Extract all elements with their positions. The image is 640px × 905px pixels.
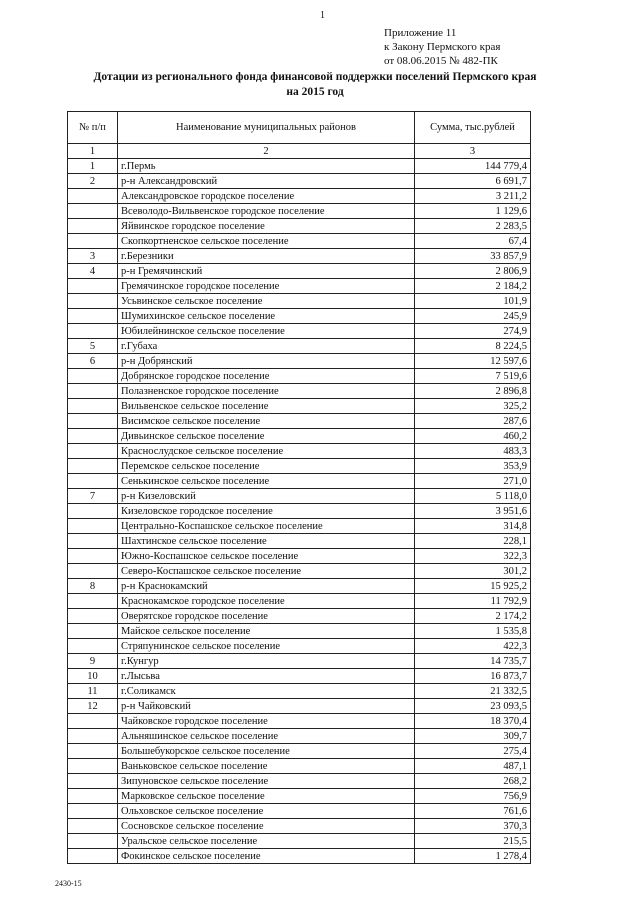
row-name: Северо-Коспашское сельское поселение (118, 564, 415, 579)
table-row (68, 684, 531, 699)
column-index-row (68, 144, 531, 159)
row-sum: 1 278,4 (415, 849, 531, 864)
row-number (68, 219, 118, 234)
appendix-line-3: от 08.06.2015 № 482-ПК (384, 55, 498, 67)
table-row (68, 564, 531, 579)
row-sum: 756,9 (415, 789, 531, 804)
row-number (68, 549, 118, 564)
table-row (68, 159, 531, 174)
row-name: Краснокамское городское поселение (118, 594, 415, 609)
row-name: Скопкортненское сельское поселение (118, 234, 415, 249)
row-sum: 322,3 (415, 549, 531, 564)
row-name: г.Пермь (118, 159, 415, 174)
table-row (68, 234, 531, 249)
table-row (68, 609, 531, 624)
appendix-header (384, 26, 500, 68)
appendix-line-1: Приложение 11 (384, 27, 457, 39)
row-name: р-н Добрянский (118, 354, 415, 369)
column-index-1: 1 (68, 144, 118, 159)
row-number (68, 594, 118, 609)
row-number: 12 (68, 699, 118, 714)
row-sum: 228,1 (415, 534, 531, 549)
row-name: Полазненское городское поселение (118, 384, 415, 399)
row-sum: 8 224,5 (415, 339, 531, 354)
row-sum: 1 535,8 (415, 624, 531, 639)
page-number: 1 (320, 10, 325, 21)
table-row (68, 429, 531, 444)
row-name: Яйвинское городское поселение (118, 219, 415, 234)
row-number (68, 744, 118, 759)
row-name: г.Губаха (118, 339, 415, 354)
table-row (68, 189, 531, 204)
row-name: Центрально-Коспашское сельское поселение (118, 519, 415, 534)
row-number (68, 324, 118, 339)
row-name: Южно-Коспашское сельское поселение (118, 549, 415, 564)
row-name: Дивьинское сельское поселение (118, 429, 415, 444)
table-row (68, 249, 531, 264)
row-number (68, 789, 118, 804)
table-row (68, 729, 531, 744)
row-number: 10 (68, 669, 118, 684)
row-sum: 245,9 (415, 309, 531, 324)
row-name: Гремячинское городское поселение (118, 279, 415, 294)
row-sum: 15 925,2 (415, 579, 531, 594)
row-number (68, 639, 118, 654)
row-number: 8 (68, 579, 118, 594)
row-name: Юбилейнинское сельское поселение (118, 324, 415, 339)
row-sum: 7 519,6 (415, 369, 531, 384)
row-sum: 487,1 (415, 759, 531, 774)
row-name: р-н Гремячинский (118, 264, 415, 279)
row-number (68, 399, 118, 414)
appendix-line-2: к Закону Пермского края (384, 41, 501, 53)
row-sum: 2 806,9 (415, 264, 531, 279)
table-row (68, 459, 531, 474)
row-number (68, 444, 118, 459)
table-row (68, 474, 531, 489)
table-row (68, 639, 531, 654)
table-row (68, 219, 531, 234)
column-index-3: 3 (415, 144, 531, 159)
row-name: р-н Краснокамский (118, 579, 415, 594)
table-row (68, 489, 531, 504)
row-sum: 460,2 (415, 429, 531, 444)
row-number (68, 729, 118, 744)
row-sum: 16 873,7 (415, 669, 531, 684)
row-number: 5 (68, 339, 118, 354)
row-number (68, 534, 118, 549)
table-row (68, 669, 531, 684)
table-row (68, 549, 531, 564)
row-name: Оверятское городское поселение (118, 609, 415, 624)
row-number (68, 504, 118, 519)
row-number (68, 294, 118, 309)
row-name: Перемское сельское поселение (118, 459, 415, 474)
row-number (68, 474, 118, 489)
row-number (68, 759, 118, 774)
row-name: Стряпунинское сельское поселение (118, 639, 415, 654)
row-name: г.Соликамск (118, 684, 415, 699)
row-sum: 23 093,5 (415, 699, 531, 714)
row-sum: 287,6 (415, 414, 531, 429)
column-index-2: 2 (118, 144, 415, 159)
row-number (68, 204, 118, 219)
row-sum: 370,3 (415, 819, 531, 834)
row-name: Шахтинское сельское поселение (118, 534, 415, 549)
row-name: Александровское городское поселение (118, 189, 415, 204)
row-name: Вильвенское сельское поселение (118, 399, 415, 414)
table-row (68, 654, 531, 669)
row-name: Марковское сельское поселение (118, 789, 415, 804)
row-name: Чайковское городское поселение (118, 714, 415, 729)
row-name: Фокинское сельское поселение (118, 849, 415, 864)
header-sum: Сумма, тыс.рублей (415, 112, 531, 144)
table-row (68, 744, 531, 759)
row-name: Уральское сельское поселение (118, 834, 415, 849)
row-sum: 33 857,9 (415, 249, 531, 264)
row-name: Добрянское городское поселение (118, 369, 415, 384)
row-number (68, 804, 118, 819)
table-row (68, 504, 531, 519)
table-row (68, 414, 531, 429)
row-name: Висимское сельское поселение (118, 414, 415, 429)
row-sum: 761,6 (415, 804, 531, 819)
row-number (68, 189, 118, 204)
row-sum: 2 174,2 (415, 609, 531, 624)
row-sum: 309,7 (415, 729, 531, 744)
row-number (68, 234, 118, 249)
table-row (68, 714, 531, 729)
row-number: 6 (68, 354, 118, 369)
row-sum: 2 283,5 (415, 219, 531, 234)
table-header-row (68, 112, 531, 144)
table-row (68, 294, 531, 309)
table-row (68, 204, 531, 219)
row-sum: 2 896,8 (415, 384, 531, 399)
table-row (68, 804, 531, 819)
row-sum: 5 118,0 (415, 489, 531, 504)
row-sum: 3 211,2 (415, 189, 531, 204)
row-number (68, 429, 118, 444)
grants-table (67, 111, 531, 864)
row-number (68, 414, 118, 429)
table-row (68, 444, 531, 459)
row-number (68, 774, 118, 789)
row-name: Большебукорское сельское поселение (118, 744, 415, 759)
table-row (68, 594, 531, 609)
table-row (68, 324, 531, 339)
row-name: Зипуновское сельское поселение (118, 774, 415, 789)
row-sum: 67,4 (415, 234, 531, 249)
row-sum: 12 597,6 (415, 354, 531, 369)
row-number: 11 (68, 684, 118, 699)
table-row (68, 384, 531, 399)
row-number (68, 819, 118, 834)
table-row (68, 834, 531, 849)
row-number: 9 (68, 654, 118, 669)
header-num: № п/п (68, 112, 118, 144)
table-row (68, 819, 531, 834)
header-name: Наименование муниципальных районов (118, 112, 415, 144)
table-row (68, 699, 531, 714)
table-row (68, 759, 531, 774)
row-sum: 325,2 (415, 399, 531, 414)
row-sum: 101,9 (415, 294, 531, 309)
row-name: Ольховское сельское поселение (118, 804, 415, 819)
row-name: Ваньковское сельское поселение (118, 759, 415, 774)
row-number (68, 834, 118, 849)
row-sum: 18 370,4 (415, 714, 531, 729)
table-row (68, 174, 531, 189)
row-sum: 21 332,5 (415, 684, 531, 699)
row-name: р-н Александровский (118, 174, 415, 189)
document-title-line-1: Дотации из регионального фонда финансовой поддержки поселений Пермского края (93, 71, 537, 83)
table-row (68, 399, 531, 414)
row-number (68, 459, 118, 474)
table-row (68, 354, 531, 369)
row-sum: 422,3 (415, 639, 531, 654)
row-sum: 275,4 (415, 744, 531, 759)
row-sum: 3 951,6 (415, 504, 531, 519)
row-sum: 11 792,9 (415, 594, 531, 609)
footer-code: 2430-15 (55, 879, 82, 888)
row-number (68, 564, 118, 579)
row-name: Кизеловское городское поселение (118, 504, 415, 519)
row-name: Усьвинское сельское поселение (118, 294, 415, 309)
row-name: Сенькинское сельское поселение (118, 474, 415, 489)
row-number (68, 849, 118, 864)
table-row (68, 339, 531, 354)
row-number (68, 519, 118, 534)
row-sum: 483,3 (415, 444, 531, 459)
row-sum: 6 691,7 (415, 174, 531, 189)
table-row (68, 519, 531, 534)
row-sum: 215,5 (415, 834, 531, 849)
row-sum: 353,9 (415, 459, 531, 474)
table-row (68, 534, 531, 549)
row-sum: 314,8 (415, 519, 531, 534)
row-sum: 271,0 (415, 474, 531, 489)
row-sum: 268,2 (415, 774, 531, 789)
row-sum: 274,9 (415, 324, 531, 339)
table-row (68, 849, 531, 864)
row-number (68, 279, 118, 294)
document-title (40, 70, 590, 100)
table-row (68, 624, 531, 639)
table-row (68, 369, 531, 384)
row-name: Альняшинское сельское поселение (118, 729, 415, 744)
table-row (68, 309, 531, 324)
row-name: Майское сельское поселение (118, 624, 415, 639)
document-title-line-2: на 2015 год (286, 86, 344, 98)
table-row (68, 264, 531, 279)
row-name: Шумихинское сельское поселение (118, 309, 415, 324)
row-name: Всеволодо-Вильвенское городское поселение (118, 204, 415, 219)
row-name: Краснослудское сельское поселение (118, 444, 415, 459)
row-name: р-н Чайковский (118, 699, 415, 714)
row-number (68, 384, 118, 399)
row-number: 1 (68, 159, 118, 174)
row-number: 7 (68, 489, 118, 504)
row-number (68, 369, 118, 384)
row-number (68, 714, 118, 729)
row-number: 2 (68, 174, 118, 189)
table-row (68, 279, 531, 294)
row-number (68, 309, 118, 324)
row-name: г.Лысьва (118, 669, 415, 684)
row-sum: 144 779,4 (415, 159, 531, 174)
row-sum: 301,2 (415, 564, 531, 579)
row-name: р-н Кизеловский (118, 489, 415, 504)
table-row (68, 789, 531, 804)
row-number (68, 609, 118, 624)
row-sum: 1 129,6 (415, 204, 531, 219)
row-name: г.Березники (118, 249, 415, 264)
table-row (68, 579, 531, 594)
row-sum: 2 184,2 (415, 279, 531, 294)
row-name: г.Кунгур (118, 654, 415, 669)
row-number (68, 624, 118, 639)
row-sum: 14 735,7 (415, 654, 531, 669)
row-name: Сосновское сельское поселение (118, 819, 415, 834)
row-number: 4 (68, 264, 118, 279)
table-row (68, 774, 531, 789)
row-number: 3 (68, 249, 118, 264)
